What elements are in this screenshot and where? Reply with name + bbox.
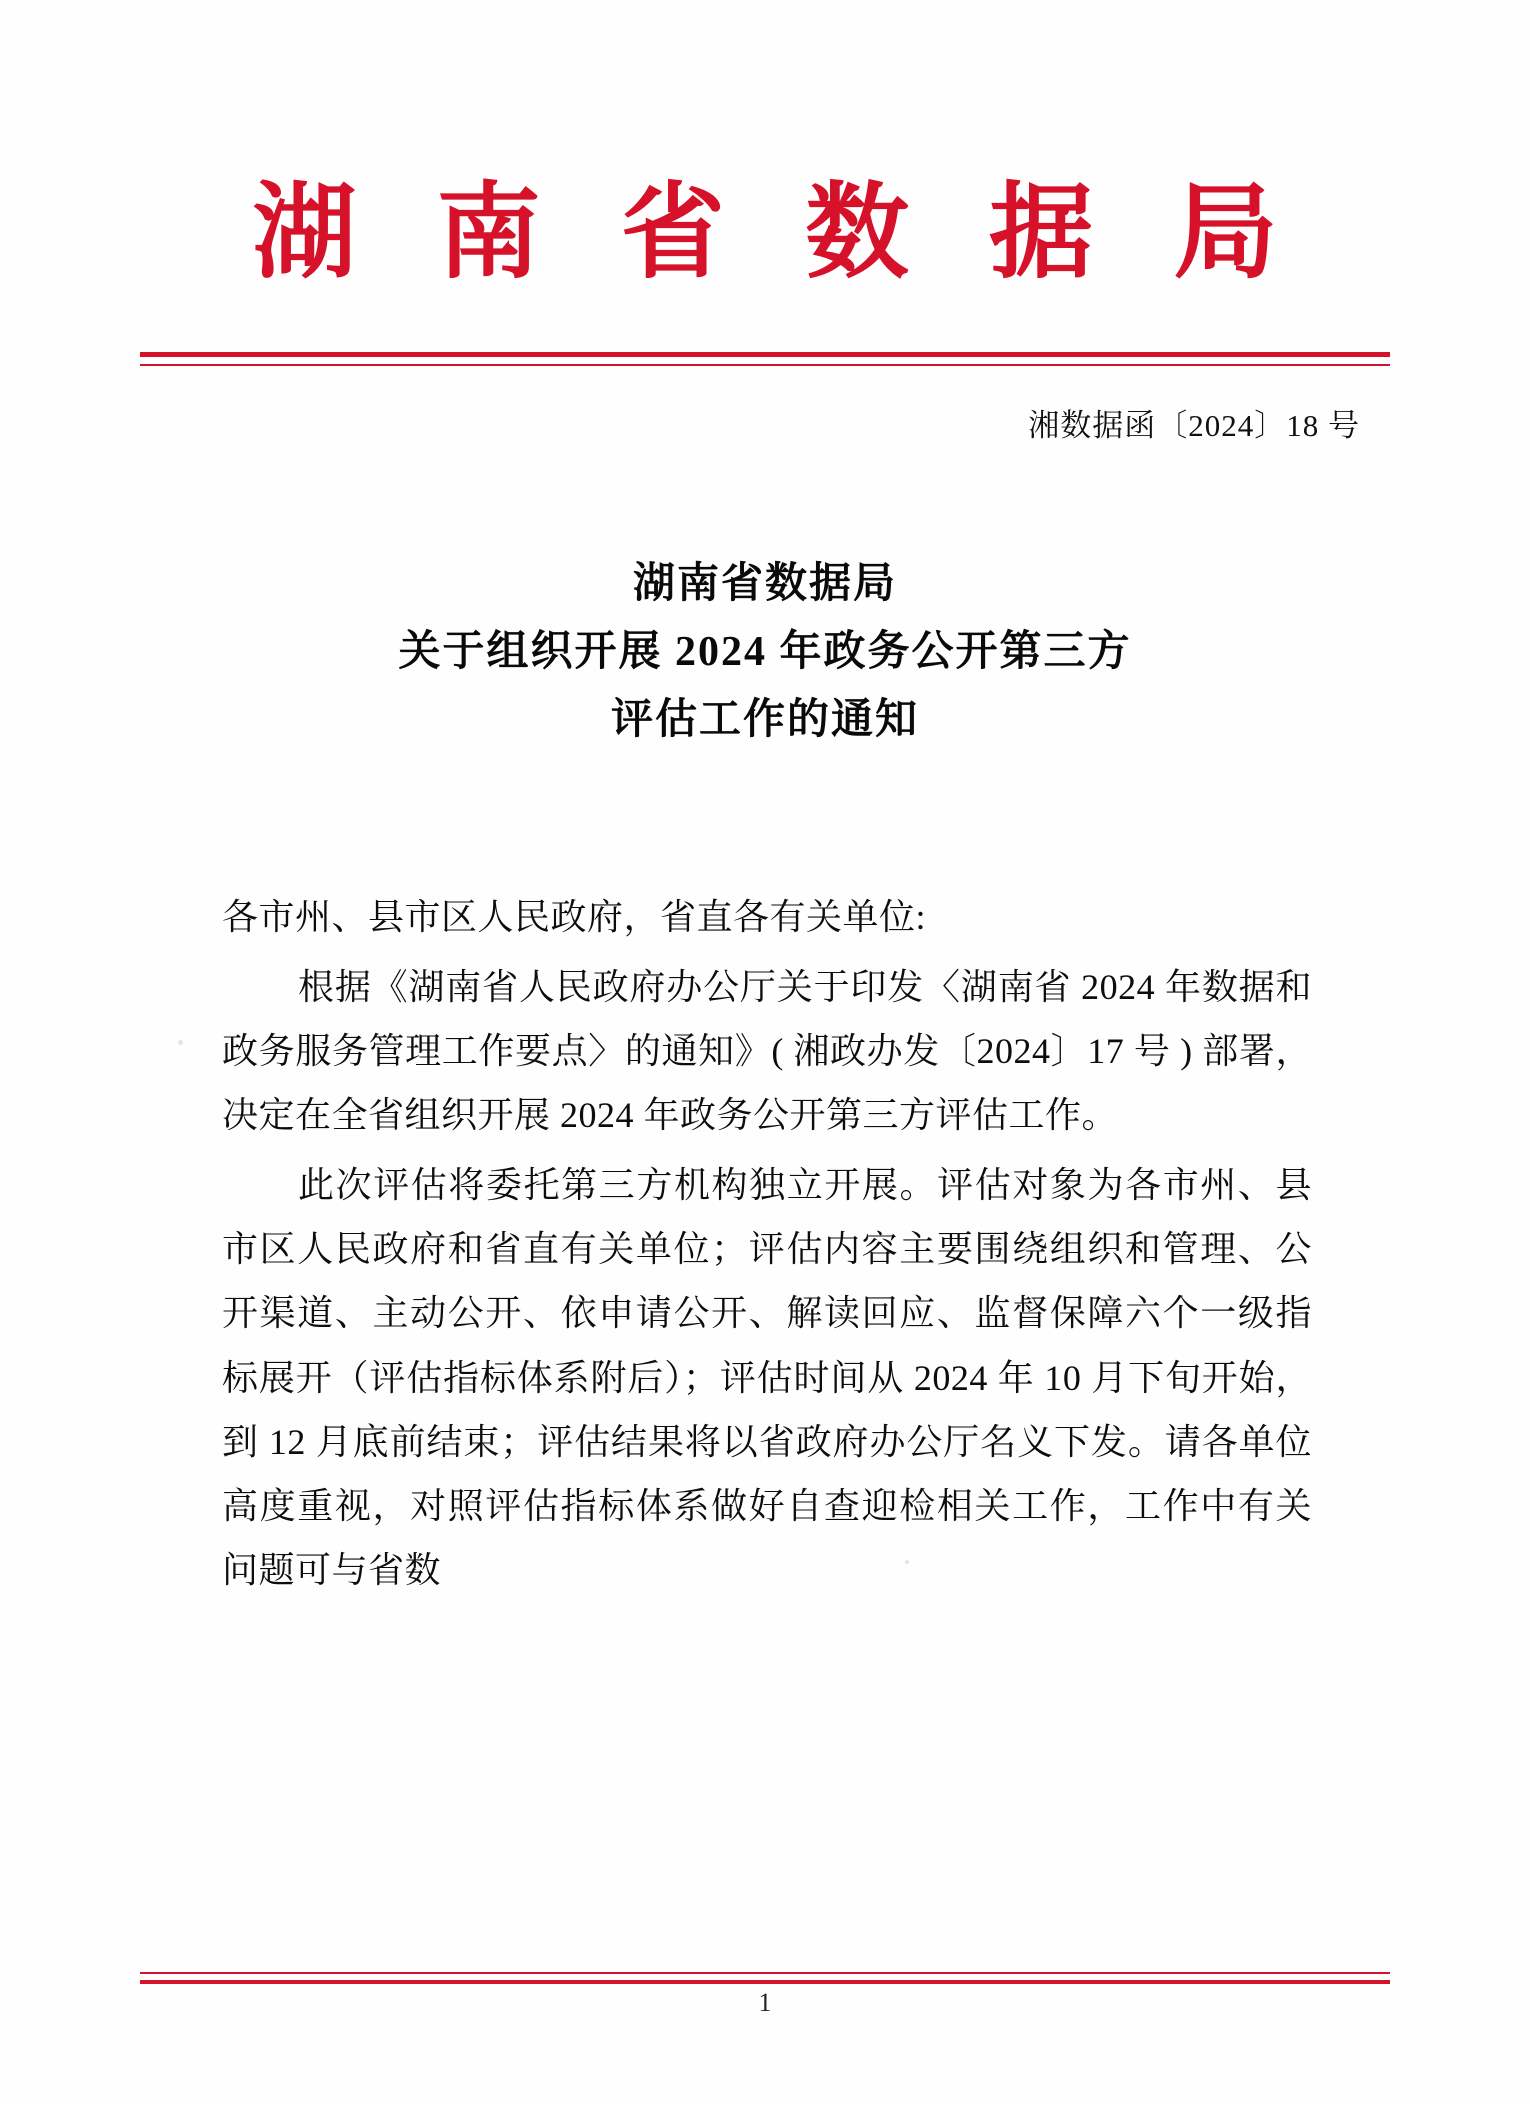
- footer-rule-thick: [140, 1980, 1390, 1984]
- scan-speck: [905, 1560, 909, 1564]
- footer-rule-thin: [140, 1972, 1390, 1974]
- letterhead: [0, 170, 1530, 293]
- page-number: 1: [758, 1988, 772, 2017]
- scan-speck: [178, 1040, 183, 1045]
- header-rule: [140, 352, 1390, 366]
- document-title: [0, 550, 1530, 754]
- body-paragraph-1: 根据《湖南省人民政府办公厅关于印发〈湖南省 2024 年数据和政务服务管理工作要点〉的通知》( 湘政办发〔2024〕17 号 ) 部署，决定在全省组织开展 2024 年政务公开第三方评估工作。: [222, 967, 1312, 1136]
- title-line-3: 评估工作的通知: [610, 697, 919, 744]
- header-rule-thick: [140, 352, 1390, 357]
- document-body: [222, 885, 1312, 1608]
- title-line-2: 关于组织开展 2024 年政务公开第三方: [398, 629, 1132, 676]
- title-line-1: 湖南省数据局: [632, 561, 897, 607]
- salutation: 各市州、县市区人民政府，省直各有关单位:: [222, 897, 927, 937]
- document-number: 湘数据函〔2024〕18 号: [1028, 408, 1360, 443]
- header-rule-thin: [140, 364, 1390, 366]
- issuing-agency-title: 湖 南 省 数 据 局: [252, 170, 1300, 293]
- footer-rule: [140, 1972, 1390, 1984]
- body-paragraph-2: 此次评估将委托第三方机构独立开展。评估对象为各市州、县市区人民政府和省直有关单位；评估内容主要围绕组织和管理、公开渠道、主动公开、依申请公开、解读回应、监督保障六个一级指标展开（评估指标体系附后）；评估时间从 2024 年 10 月下旬开始，到 12 月底前结束；评估结果将以省政府办公厅名义下发。请各单位高度重视，对照评估指标体系做好自查迎检相关工作，工作中有关问题可与省数: [222, 1165, 1312, 1590]
